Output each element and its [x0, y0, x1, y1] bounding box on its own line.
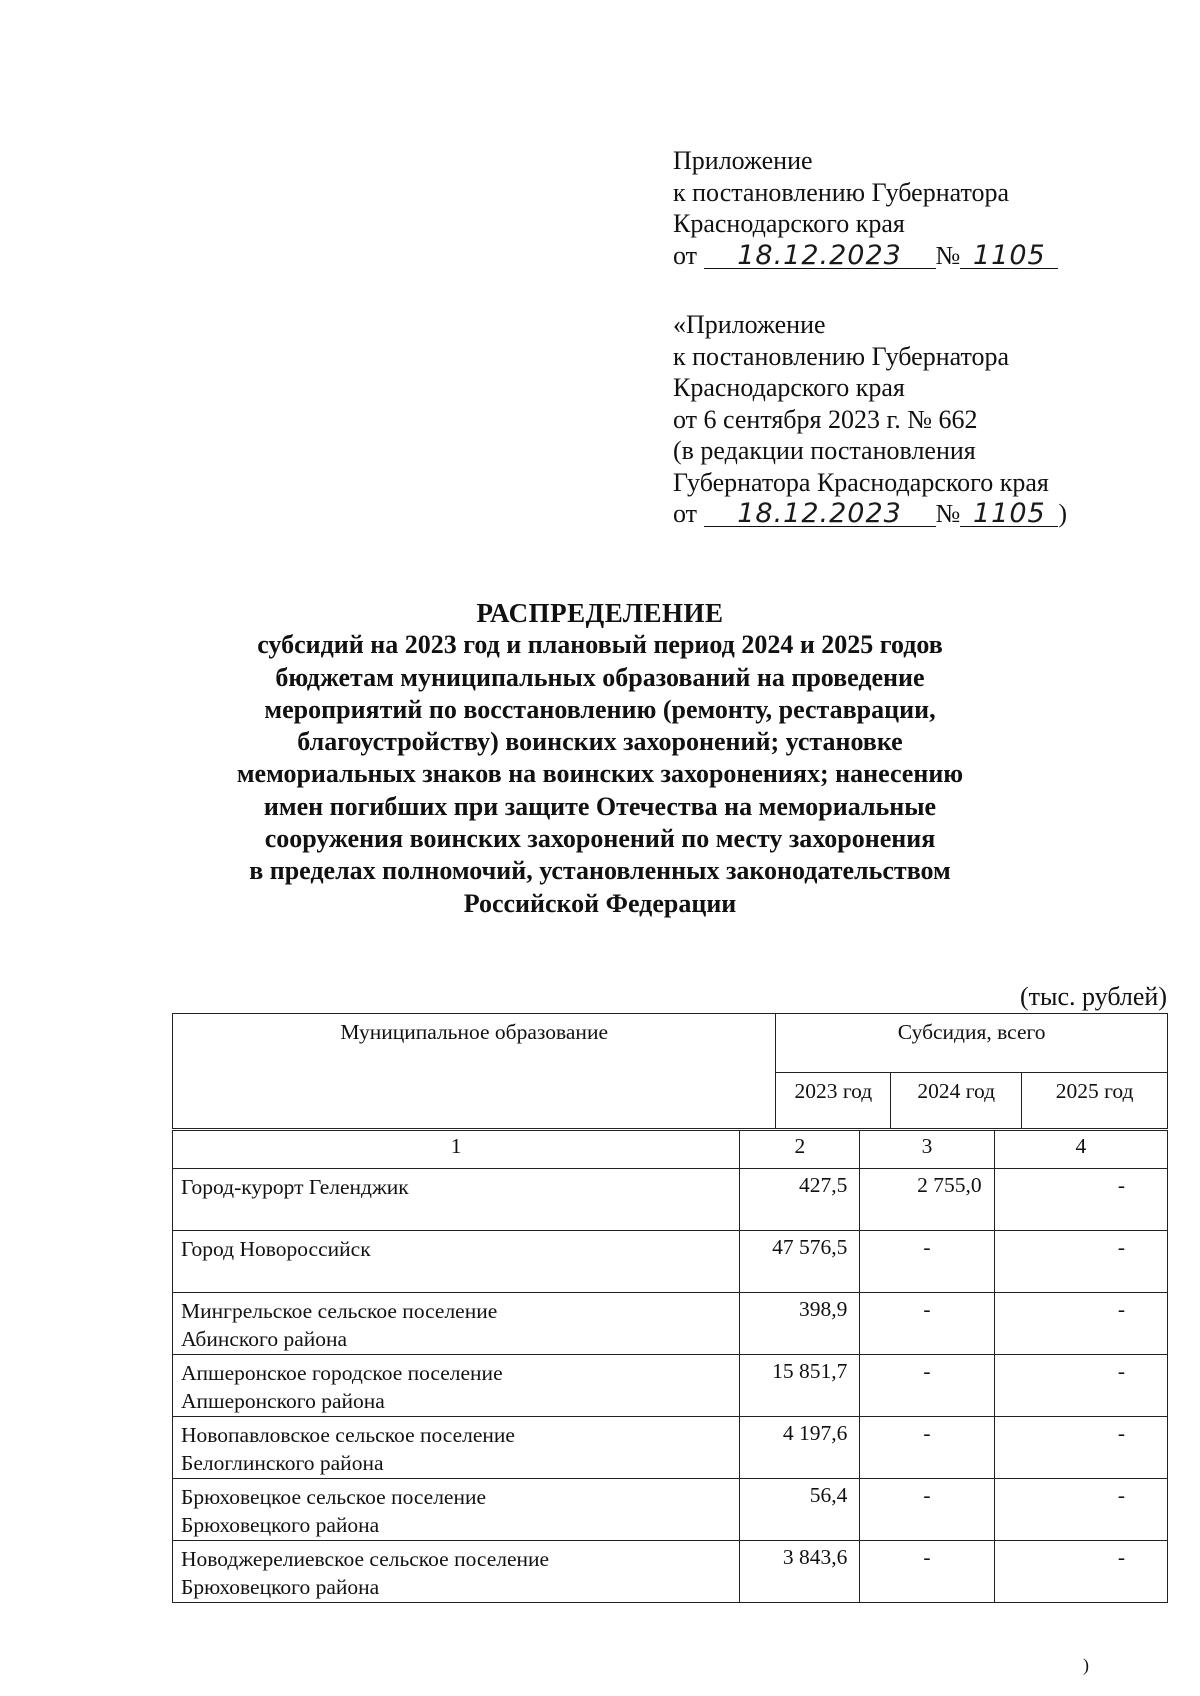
value-2024: 2 755,0 — [860, 1169, 994, 1231]
table-row — [173, 1231, 1168, 1293]
date-prefix: от — [673, 240, 698, 270]
header-year-2023: 2023 год — [776, 1073, 891, 1129]
table-row — [173, 1479, 1168, 1541]
row-name: Новоджерелиевское сельское поселение Брюховецкого района — [173, 1541, 740, 1603]
number-prefix: № — [935, 240, 961, 270]
title-line: в пределах полномочий, установленных законодательством — [249, 856, 951, 886]
value-2023: 15 851,7 — [740, 1355, 860, 1417]
value-2025: - — [994, 1169, 1167, 1231]
handwritten-date: 18.12.2023 — [704, 502, 936, 527]
appendix-header-2 — [673, 309, 1067, 530]
column-number: 2 — [740, 1131, 860, 1169]
value-2023: 47 576,5 — [740, 1231, 860, 1293]
appendix-date-line — [673, 240, 1058, 272]
table-row — [173, 1169, 1168, 1231]
appendix-date-line — [673, 498, 1067, 530]
header-year-2025: 2025 год — [1022, 1073, 1168, 1129]
value-2024: - — [860, 1541, 994, 1603]
unit-label: (тыс. рублей) — [1019, 982, 1167, 1011]
row-name: Мингрельское сельское поселение Абинского района — [173, 1293, 740, 1355]
subsidy-table — [172, 1130, 1168, 1603]
appendix-line: к постановлению Губернатора — [673, 341, 1010, 371]
table-row — [173, 1293, 1168, 1355]
closing-paren: ) — [1058, 499, 1068, 528]
value-2024: - — [860, 1355, 994, 1417]
table-header — [172, 1013, 1168, 1129]
column-number: 1 — [173, 1131, 740, 1169]
title-line: мероприятий по восстановлению (ремонту, реставрации, — [264, 694, 936, 724]
value-2024: - — [860, 1417, 994, 1479]
row-name: Брюховецкое сельское поселение Брюховецкого района — [173, 1479, 740, 1541]
page-mark: ) — [1083, 1655, 1089, 1675]
appendix-line: к постановлению Губернатора — [673, 177, 1010, 207]
value-2025: - — [994, 1541, 1167, 1603]
header-subsidy-total: Субсидия, всего — [776, 1014, 1168, 1073]
row-name: Город-курорт Геленджик — [173, 1169, 740, 1231]
number-prefix: № — [935, 499, 961, 528]
value-2025: - — [994, 1355, 1167, 1417]
appendix-line: «Приложение — [673, 310, 826, 339]
value-2025: - — [994, 1479, 1167, 1541]
value-2024: - — [860, 1231, 994, 1293]
title-line: сооружения воинских захоронений по месту захоронения — [264, 824, 936, 854]
table-row — [173, 1417, 1168, 1479]
date-prefix: от — [673, 499, 698, 528]
document-title — [150, 597, 1050, 920]
value-2025: - — [994, 1231, 1167, 1293]
appendix-line: от 6 сентября 2023 г. № 662 — [673, 404, 978, 434]
appendix-line: Губернатора Краснодарского края — [673, 467, 1049, 497]
value-2023: 4 197,6 — [740, 1417, 860, 1479]
table-row — [173, 1541, 1168, 1603]
title-line: благоустройству) воинских захоронений; установке — [297, 727, 903, 757]
title-line: субсидий на 2023 год и плановый период 2024 и 2025 годов — [257, 630, 943, 660]
row-name: Апшеронское городское поселение Апшеронского района — [173, 1355, 740, 1417]
column-number: 4 — [994, 1131, 1167, 1169]
row-name: Новопавловское сельское поселение Белоглинского района — [173, 1417, 740, 1479]
value-2024: - — [860, 1479, 994, 1541]
appendix-line: (в редакции постановления — [673, 436, 976, 465]
value-2023: 427,5 — [740, 1169, 860, 1231]
appendix-line: Приложение — [673, 146, 813, 175]
title-line: бюджетам муниципальных образований на проведение — [275, 662, 925, 692]
table-row — [173, 1355, 1168, 1417]
title-line: мемориальных знаков на воинских захоронениях; нанесению — [236, 759, 964, 789]
value-2023: 56,4 — [740, 1479, 860, 1541]
appendix-line: Краснодарского края — [673, 209, 905, 238]
value-2023: 398,9 — [740, 1293, 860, 1355]
header-municipality: Муниципальное образование — [173, 1014, 776, 1129]
title-line: Российской Федерации — [463, 888, 737, 918]
title-heading: РАСПРЕДЕЛЕНИЕ — [476, 598, 724, 628]
handwritten-number: 1105 — [960, 244, 1058, 269]
value-2025: - — [994, 1293, 1167, 1355]
column-number-row — [173, 1131, 1168, 1169]
value-2024: - — [860, 1293, 994, 1355]
value-2023: 3 843,6 — [740, 1541, 860, 1603]
appendix-header-1 — [673, 145, 1058, 271]
value-2025: - — [994, 1417, 1167, 1479]
handwritten-date: 18.12.2023 — [704, 244, 936, 269]
title-line: имен погибших при защите Отечества на мемориальные — [263, 791, 937, 821]
header-year-2024: 2024 год — [891, 1073, 1022, 1129]
handwritten-number: 1105 — [960, 502, 1058, 527]
column-number: 3 — [860, 1131, 994, 1169]
row-name: Город Новороссийск — [173, 1231, 740, 1293]
appendix-line: Краснодарского края — [673, 373, 905, 402]
